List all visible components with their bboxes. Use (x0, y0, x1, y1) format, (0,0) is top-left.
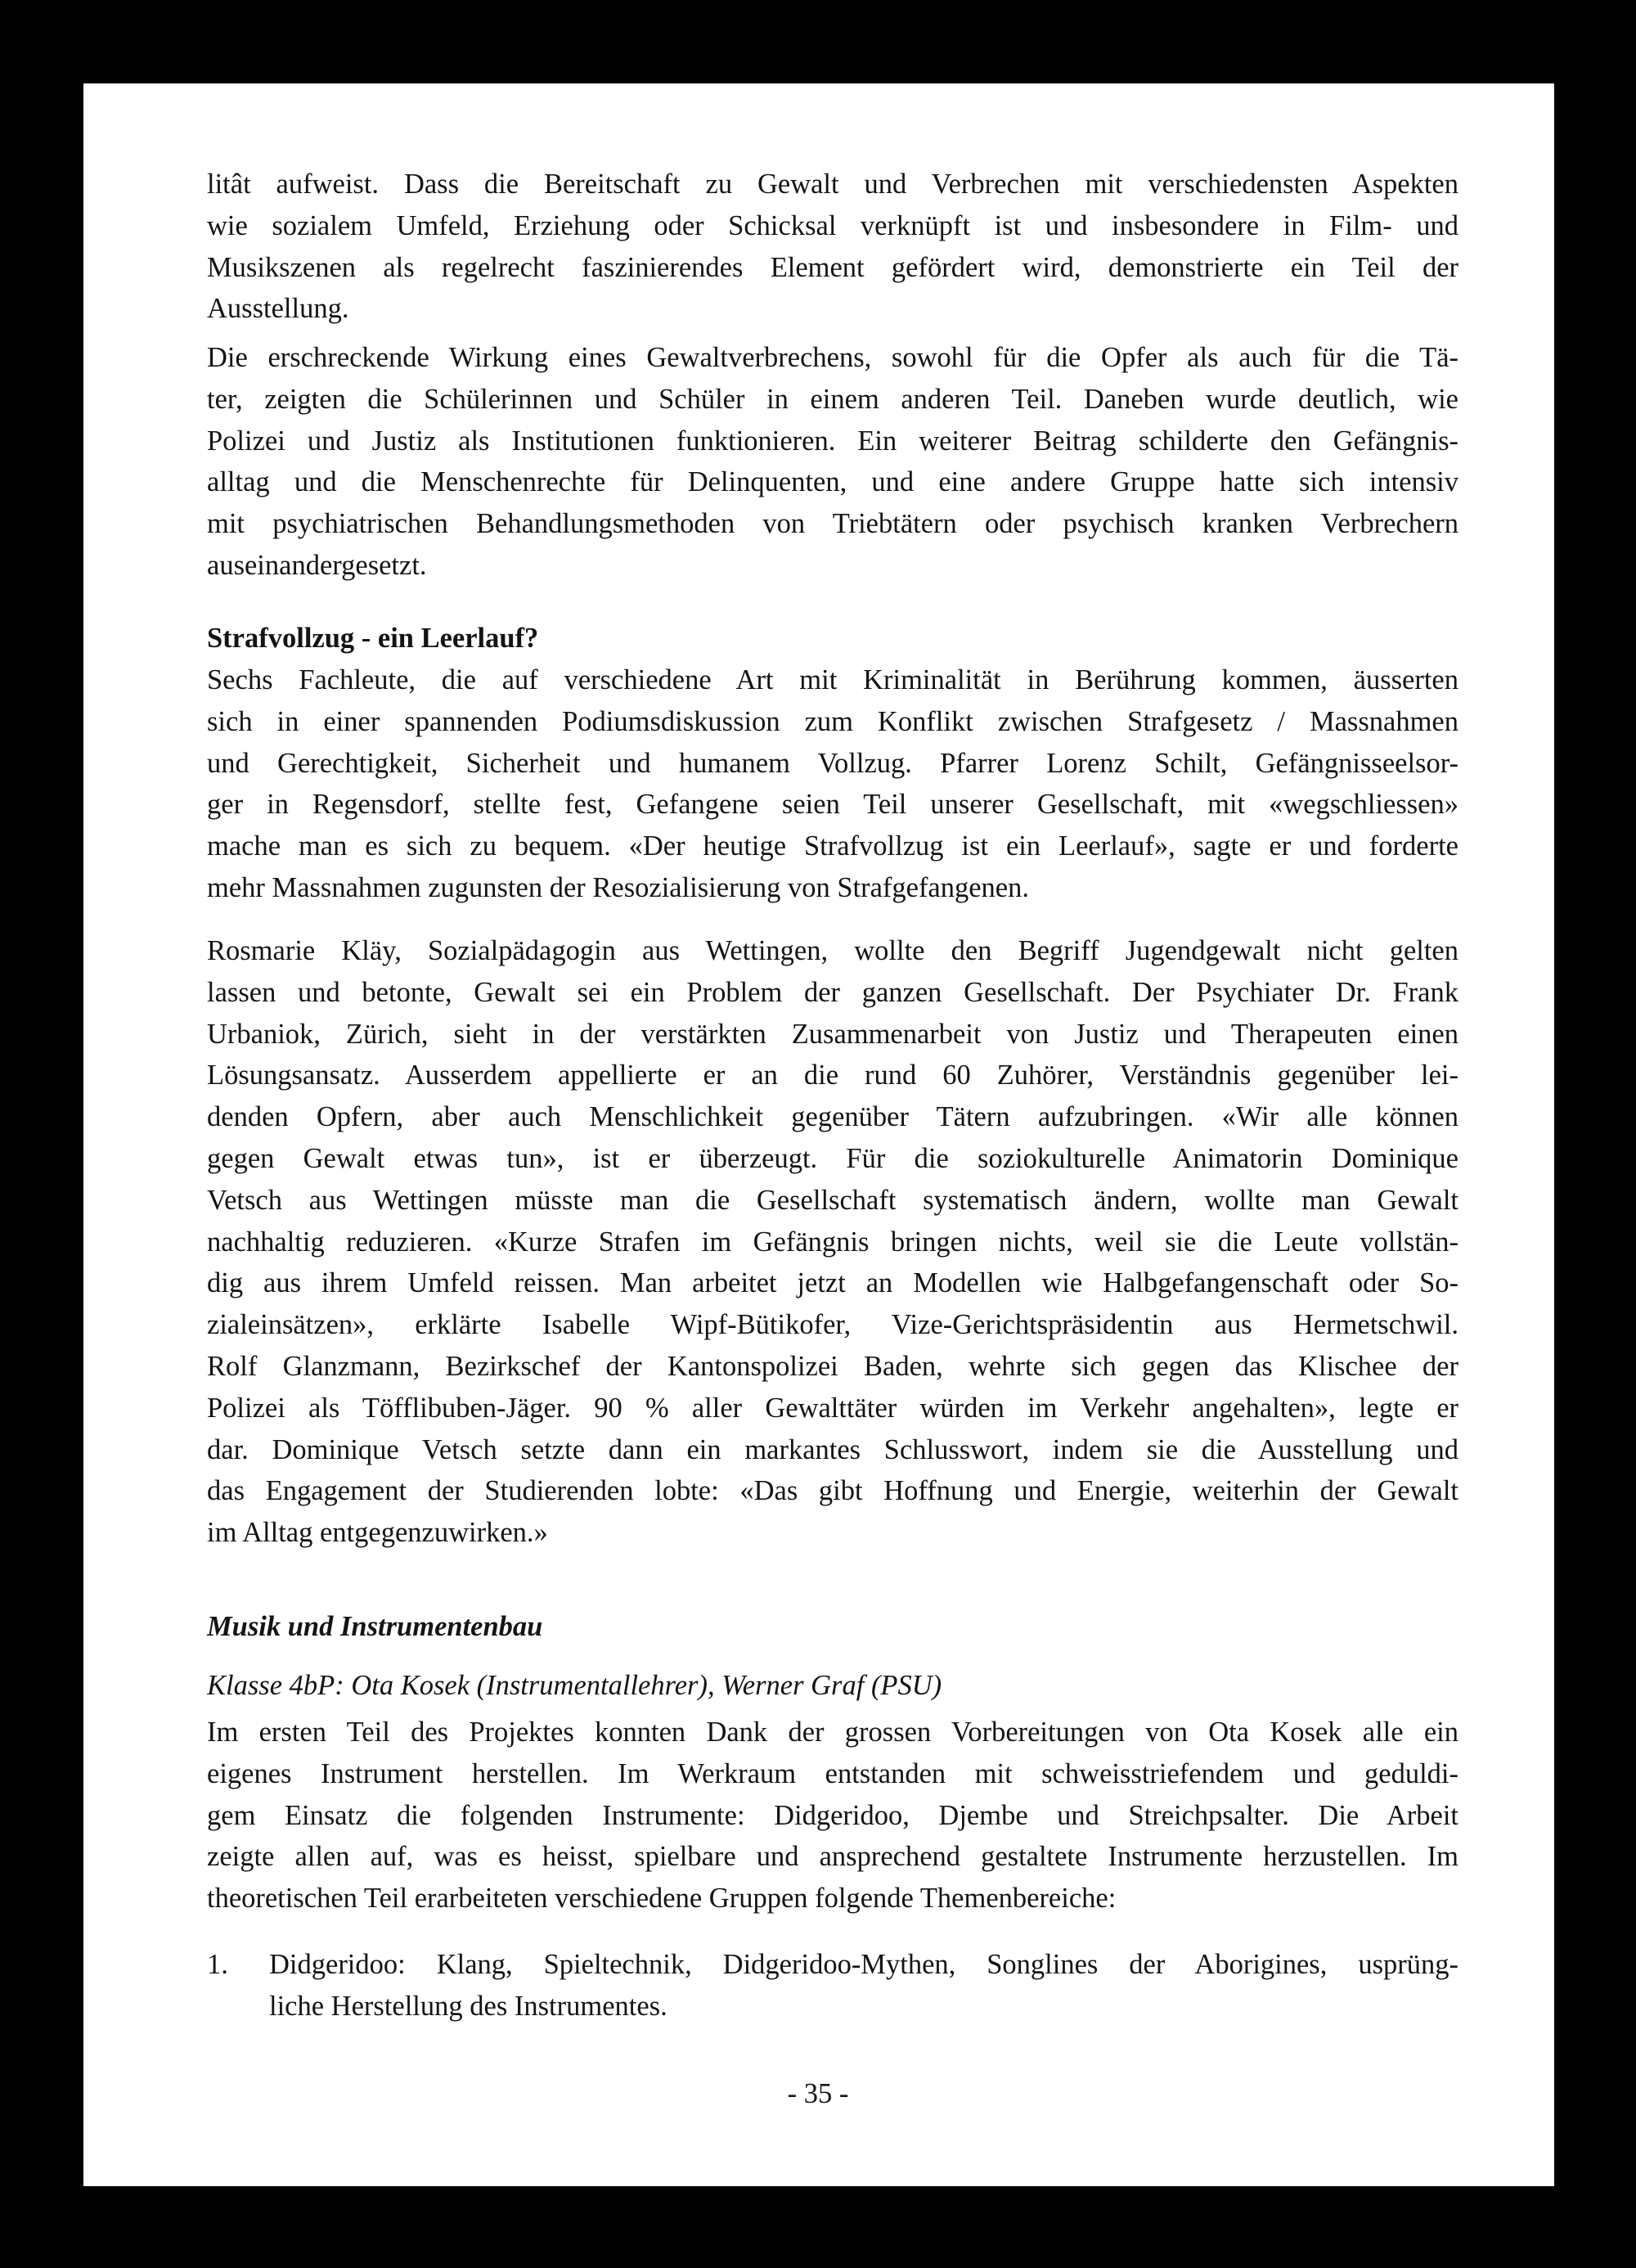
text-line: Urbaniok, Zürich, sieht in der verstärkten Zusammenarbeit von Justiz und Therapeuten einen (207, 1018, 1458, 1050)
list-number: 1. (207, 1949, 228, 1980)
text-line: Im ersten Teil des Projektes konnten Dank der grossen Vorbereitungen von Ota Kosek alle ein (207, 1717, 1458, 1748)
text-line: sich in einer spannenden Podiumsdiskussion zum Konflikt zwischen Strafgesetz / Massnahmen (207, 705, 1458, 737)
text-line: denden Opfern, aber auch Menschlichkeit gegenüber Tätern aufzubringen. «Wir alle können (207, 1101, 1458, 1133)
text-line: nachhaltig reduzieren. «Kurze Strafen im Gefängnis bringen nichts, weil sie die Leute vollstän- (207, 1226, 1458, 1258)
page-number: - 35 - (787, 2078, 849, 2109)
text-line: gem Einsatz die folgenden Instrumente: Didgeridoo, Djembe und Streichpsalter. Die Arbeit (207, 1799, 1458, 1831)
text-line: im Alltag entgegenzuwirken.» (207, 1517, 548, 1549)
section-subheading (207, 1665, 1458, 1707)
text-line: Die erschreckende Wirkung eines Gewaltverbrechens, sowohl für die Opfer als auch für die Tä- (207, 342, 1458, 373)
heading-text: Strafvollzug - ein Leerlauf? (207, 623, 539, 654)
paragraph (207, 164, 1458, 330)
numbered-list (207, 1944, 1458, 2027)
text-line: zeigte allen auf, was es heisst, spielbare und ansprechend gestaltete Instrumente herzustellen. Im (207, 1841, 1458, 1873)
section-heading (207, 1606, 1458, 1648)
heading-text: Musik und Instrumentenbau (207, 1611, 543, 1642)
paragraph (207, 659, 1458, 909)
text-line: Rolf Glanzmann, Bezirkschef der Kantonspolizei Baden, wehrte sich gegen das Klischee der (207, 1350, 1458, 1382)
text-line: Polizei als Töfflibuben-Jäger. 90 % aller Gewalttäter würden im Verkehr angehalten», legte er (207, 1392, 1458, 1424)
text-line: mache man es sich zu bequem. «Der heutige Strafvollzug ist ein Leerlauf», sagte er und forderte (207, 830, 1458, 862)
text-line: Vetsch aus Wettingen müsste man die Gesellschaft systematisch ändern, wollte man Gewalt (207, 1184, 1458, 1216)
text-line: und Gerechtigkeit, Sicherheit und humanem Vollzug. Pfarrer Lorenz Schilt, Gefängnisseelsor- (207, 747, 1458, 779)
text-line: liche Herstellung des Instrumentes. (269, 1990, 667, 2022)
text-line: zialeinsätzen», erklärte Isabelle Wipf-Bütikofer, Vize-Gerichtspräsidentin aus Hermetschwil. (207, 1309, 1458, 1341)
text-line: litât aufweist. Dass die Bereitschaft zu Gewalt und Verbrechen mit verschiedensten Aspekten (207, 169, 1458, 200)
text-line: dar. Dominique Vetsch setzte dann ein markantes Schlusswort, indem sie die Ausstellung und (207, 1433, 1458, 1465)
text-line: Rosmarie Kläy, Sozialpädagogin aus Wettingen, wollte den Begriff Jugendgewalt nicht gelten (207, 935, 1458, 966)
text-line: ger in Regensdorf, stellte fest, Gefangene seien Teil unserer Gesellschaft, mit «wegschliessen» (207, 789, 1458, 821)
paragraph (207, 1712, 1458, 1919)
paragraph (207, 337, 1458, 587)
text-line: das Engagement der Studierenden lobte: «Das gibt Hoffnung und Energie, weiterhin der Gewalt (207, 1475, 1458, 1507)
text-line: auseinandergesetzt. (207, 549, 427, 581)
subheading-text: Klasse 4bP: Ota Kosek (Instrumentallehrer), Werner Graf (PSU) (207, 1670, 942, 1701)
text-line: ter, zeigten die Schülerinnen und Schüler in einem anderen Teil. Daneben wurde deutlich, wie (207, 383, 1458, 415)
text-line: gegen Gewalt etwas tun», ist er überzeugt. Für die soziokulturelle Animatorin Dominique (207, 1142, 1458, 1174)
text-line: eigenes Instrument herstellen. Im Werkraum entstanden mit schweisstriefendem und geduldi- (207, 1757, 1458, 1789)
text-line: Didgeridoo: Klang, Spieltechnik, Didgeridoo-Mythen, Songlines der Aborigines, usprüng- (269, 1949, 1458, 1980)
text-line: mit psychiatrischen Behandlungsmethoden von Triebtätern oder psychisch kranken Verbrechern (207, 508, 1458, 540)
text-line: Sechs Fachleute, die auf verschiedene Art mit Kriminalität in Berührung kommen, äusserten (207, 664, 1458, 695)
text-line: lassen und betonte, Gewalt sei ein Problem der ganzen Gesellschaft. Der Psychiater Dr. Frank (207, 976, 1458, 1008)
list-item (207, 1944, 1458, 2027)
text-line: theoretischen Teil erarbeiteten verschiedene Gruppen folgende Themenbereiche: (207, 1883, 1117, 1915)
paragraph (207, 930, 1458, 1554)
text-line: dig aus ihrem Umfeld reissen. Man arbeitet jetzt an Modellen wie Halbgefangenschaft oder So- (207, 1267, 1458, 1299)
text-line: Lösungsansatz. Ausserdem appellierte er an die rund 60 Zuhörer, Verständnis gegenüber lei- (207, 1060, 1458, 1091)
text-line: Musikszenen als regelrecht faszinierendes Element gefördert wird, demonstrierte ein Teil der (207, 251, 1458, 283)
text-line: Ausstellung. (207, 293, 349, 325)
text-line: Polizei und Justiz als Institutionen funktionieren. Ein weiterer Beitrag schilderte den Gefängnis- (207, 425, 1458, 457)
section-heading (207, 618, 1458, 659)
text-line: mehr Massnahmen zugunsten der Resozialisierung von Strafgefangenen. (207, 871, 1029, 903)
text-line: wie sozialem Umfeld, Erziehung oder Schicksal verknüpft ist und insbesondere in Film- und (207, 209, 1458, 241)
text-line: alltag und die Menschenrechte für Delinquenten, und eine andere Gruppe hatte sich intensiv (207, 466, 1458, 498)
